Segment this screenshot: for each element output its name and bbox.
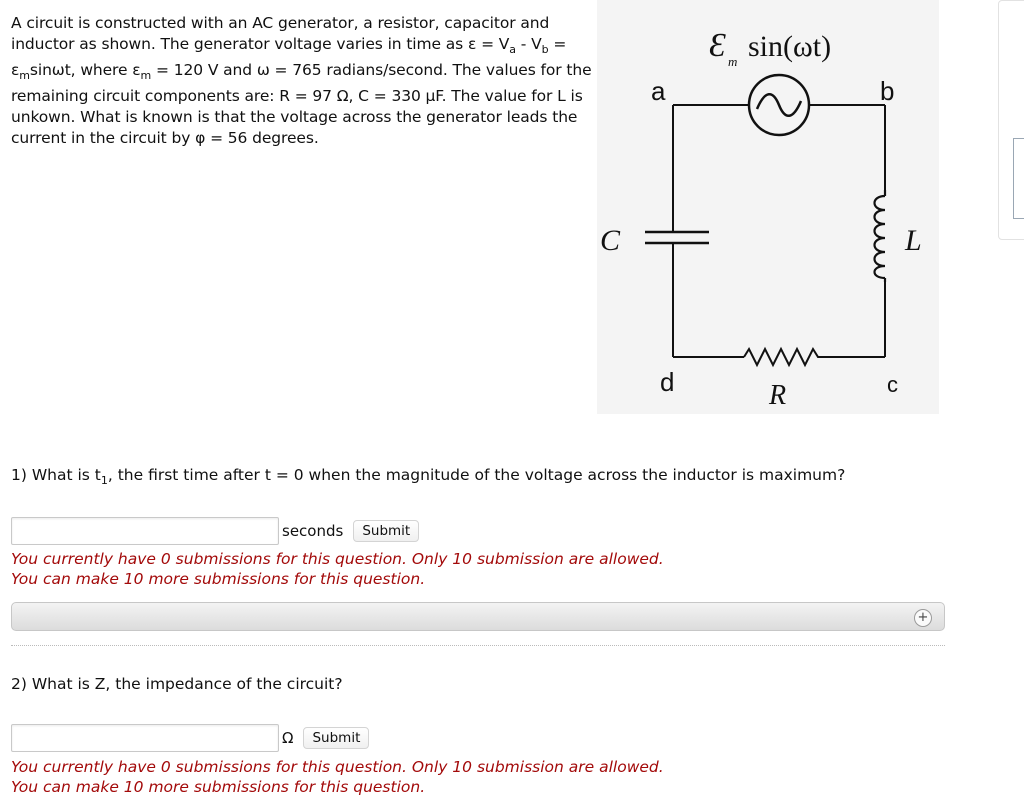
question-2-submit-button[interactable]: Submit (303, 727, 369, 749)
question-1-answer-row (11, 515, 419, 547)
question-2-answer-input[interactable] (11, 724, 279, 752)
inductor-icon (875, 190, 886, 282)
inductor-label: L (905, 224, 922, 257)
capacitor-label: C (600, 224, 621, 257)
question-1-unit: seconds (282, 522, 344, 540)
intro-line-6: current in the circuit by φ = 56 degrees. (11, 129, 319, 148)
circuit-svg (597, 0, 939, 414)
hint-collapse-bar[interactable] (11, 602, 945, 631)
source-function-label: sin(ωt) (748, 30, 832, 63)
question-2-answer-row (11, 722, 369, 754)
question-1-submission-notice: You currently have 0 submissions for this question. Only 10 submission are allowed. You can make 10 more submissions for this question. (11, 550, 664, 588)
question-1-text: 1) What is $t_1$, the first time after t = 0 when the magnitude of the voltage across the inductor is maximum? (11, 466, 846, 488)
node-d-label: d (660, 367, 675, 397)
question-separator (11, 645, 945, 646)
question-2-text: 2) What is Z, the impedance of the circuit? (11, 675, 343, 693)
node-b-label: b (880, 76, 895, 106)
intro-line-1: A circuit is constructed with an AC generator, a resistor, capacitor and (11, 14, 550, 32)
capacitor-icon (645, 232, 709, 243)
intro-line-5: unkown. What is known is that the voltage across the generator leads the (11, 108, 578, 127)
question-1-answer-input[interactable] (11, 517, 279, 545)
circuit-diagram (597, 0, 939, 414)
question-2-submission-notice: You currently have 0 submissions for this question. Only 10 submission are allowed. You can make 10 more submissions for this question. (11, 758, 664, 796)
resistor-icon (744, 349, 823, 365)
question-1-submit-button[interactable]: Submit (353, 520, 419, 542)
side-panel (998, 0, 1024, 240)
node-c-label: c (887, 372, 898, 397)
intro-line-2: inductor as shown. The generator voltage varies in time as $\varepsilon = V_a - V_b$ = (11, 35, 567, 57)
question-2-unit: Ω (282, 729, 294, 747)
intro-line-3: $\varepsilon_m\sin\omega t$, where $\varepsilon_m = 120$ V and ω = 765 radians/second. The values for the (11, 61, 592, 83)
expand-plus-icon[interactable]: + (914, 609, 932, 627)
resistor-label: R (769, 380, 787, 411)
source-emf-symbol: Ɛ (709, 27, 726, 64)
node-a-label: a (651, 76, 666, 106)
ac-source-icon (749, 75, 809, 135)
problem-statement (11, 13, 596, 149)
source-emf-sub: m (728, 54, 738, 69)
intro-line-4: remaining circuit components are: R = 97 Ω, C = 330 μF. The value for L is (11, 87, 583, 106)
side-panel-box (1013, 138, 1024, 219)
